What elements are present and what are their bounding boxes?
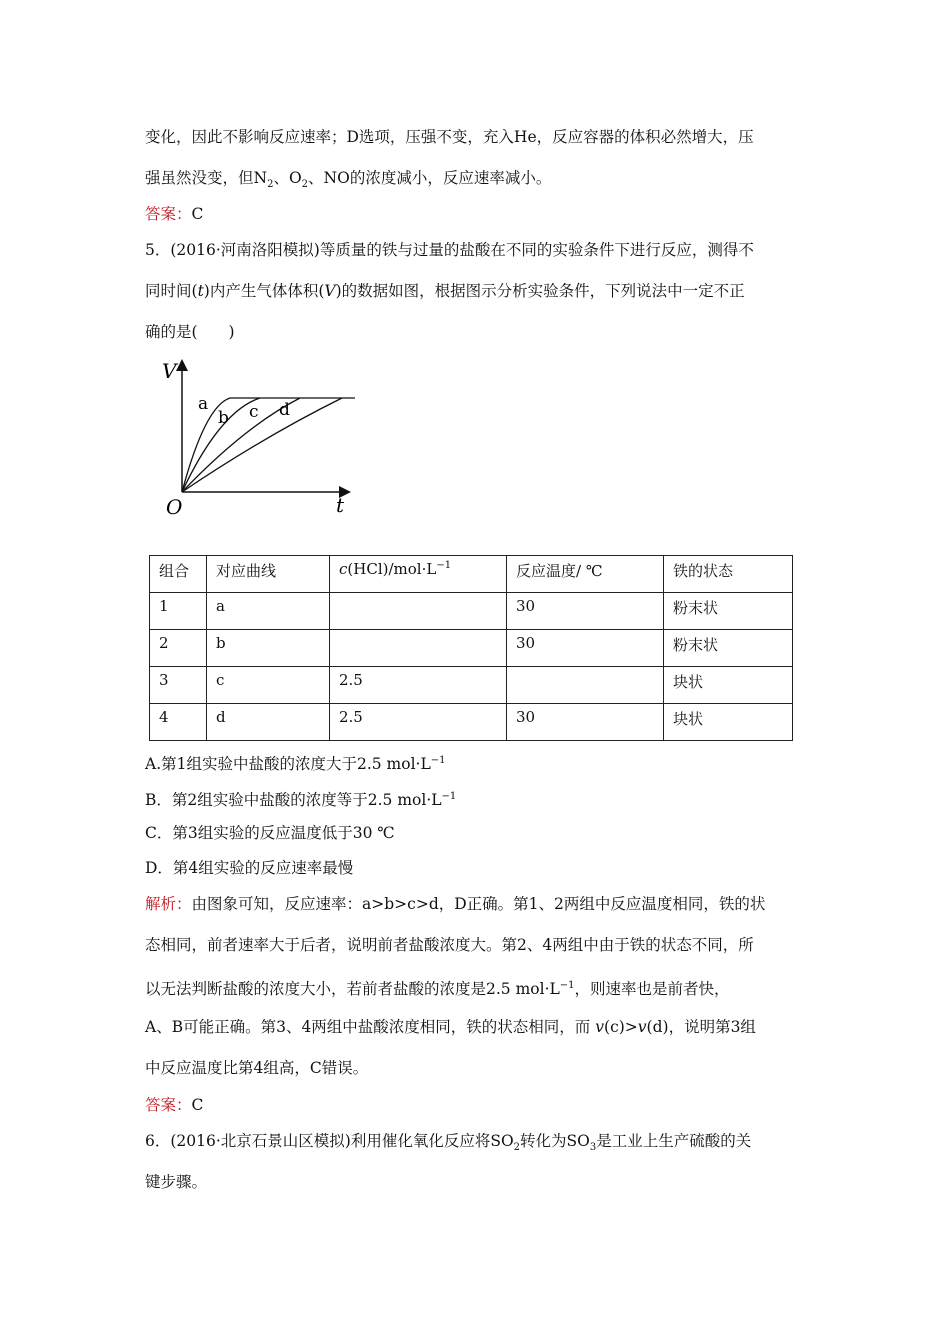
question-5-line-2: 同时间(t)内产生气体体积(V)的数据如图，根据图示分析实验条件，下列说法中一定不正 — [145, 282, 745, 300]
x-axis-label: t — [336, 493, 345, 516]
question-6-line-2: 键步骤。 — [145, 1173, 208, 1191]
answer-line-2: 答案：C — [145, 1096, 204, 1114]
experiment-table — [149, 555, 793, 741]
table-row — [150, 667, 793, 704]
table-cell: 2 — [150, 630, 207, 667]
header-cell: 对应曲线 — [207, 556, 330, 593]
table-cell: 4 — [150, 704, 207, 741]
curve-label-d: d — [279, 400, 290, 420]
table-cell: 粉末状 — [664, 630, 793, 667]
table-cell: b — [207, 630, 330, 667]
table-cell — [330, 593, 507, 630]
table-cell: 30 — [507, 593, 664, 630]
volume-time-graph — [160, 356, 360, 516]
table-cell: 块状 — [664, 667, 793, 704]
curve-label-c: c — [249, 402, 259, 422]
table-cell: 30 — [507, 630, 664, 667]
table-row — [150, 630, 793, 667]
header-cell: 反应温度/ ℃ — [507, 556, 664, 593]
curve-label-b: b — [218, 408, 229, 428]
analysis-line-2: 态相同，前者速率大于后者，说明前者盐酸浓度大。第2、4两组中由于铁的状态不同，所 — [145, 936, 754, 954]
analysis-line-4: A、B可能正确。第3、4两组中盐酸浓度相同，铁的状态相同，而 v(c)>v(d)，说明第3组 — [145, 1018, 756, 1036]
question-5-line-1: 5．(2016·河南洛阳模拟)等质量的铁与过量的盐酸在不同的实验条件下进行反应，测得不 — [145, 241, 754, 259]
table-cell: 2.5 — [330, 704, 507, 741]
table-cell: d — [207, 704, 330, 741]
table-cell: 2.5 — [330, 667, 507, 704]
table-cell: 粉末状 — [664, 593, 793, 630]
header-cell: $c(HCl)/mol\cdot L^{-1}$ — [330, 556, 507, 593]
analysis-label: 解析： — [145, 895, 192, 913]
analysis-line-3: 以无法判断盐酸的浓度大小，若前者盐酸的浓度是2.5 $mol\cdot L^{-1}$，则速率也是前者快， — [145, 980, 730, 999]
table-header-row — [150, 556, 793, 593]
header-cell: 组合 — [150, 556, 207, 593]
table-cell: 30 — [507, 704, 664, 741]
answer-label: 答案： — [145, 205, 192, 223]
table-cell: a — [207, 593, 330, 630]
table-row — [150, 593, 793, 630]
table-cell — [330, 630, 507, 667]
curve-label-a: a — [198, 394, 209, 414]
question-5-line-3: 确的是( ) — [145, 323, 235, 341]
table-cell: c — [207, 667, 330, 704]
option-b: B．第2组实验中盐酸的浓度等于2.5 $mol\cdot L^{-1}$ — [145, 791, 457, 810]
option-a: A.第1组实验中盐酸的浓度大于2.5 $mol\cdot L^{-1}$ — [145, 755, 446, 774]
option-c: C．第3组实验的反应温度低于30 ℃ — [145, 824, 395, 842]
text-line-1: 变化，因此不影响反应速率；D选项，压强不变，充入He，反应容器的体积必然增大，压 — [145, 128, 754, 146]
table-cell: 1 — [150, 593, 207, 630]
table-cell: 块状 — [664, 704, 793, 741]
question-6-line-1: 6．(2016·北京石景山区模拟)利用催化氧化反应将$SO_2$转化为$SO_3$是工业上生产硫酸的关 — [145, 1132, 752, 1154]
header-cell: 铁的状态 — [664, 556, 793, 593]
option-d: D．第4组实验的反应速率最慢 — [145, 859, 354, 877]
y-axis-label: V — [162, 359, 177, 383]
analysis-line-1: 解析：由图象可知，反应速率：a>b>c>d，D正确。第1、2两组中反应温度相同，铁的状 — [145, 895, 766, 913]
table-cell: 3 — [150, 667, 207, 704]
text-line-2: 强虽然没变，但$N_2$、$O_2$、NO的浓度减小，反应速率减小。 — [145, 169, 552, 191]
origin-label: O — [166, 495, 183, 516]
analysis-line-5: 中反应温度比第4组高，C错误。 — [145, 1059, 369, 1077]
table-row — [150, 704, 793, 741]
subscript-2: 2 — [301, 179, 309, 191]
table-cell — [507, 667, 664, 704]
answer-line-1: 答案：C — [145, 205, 204, 223]
